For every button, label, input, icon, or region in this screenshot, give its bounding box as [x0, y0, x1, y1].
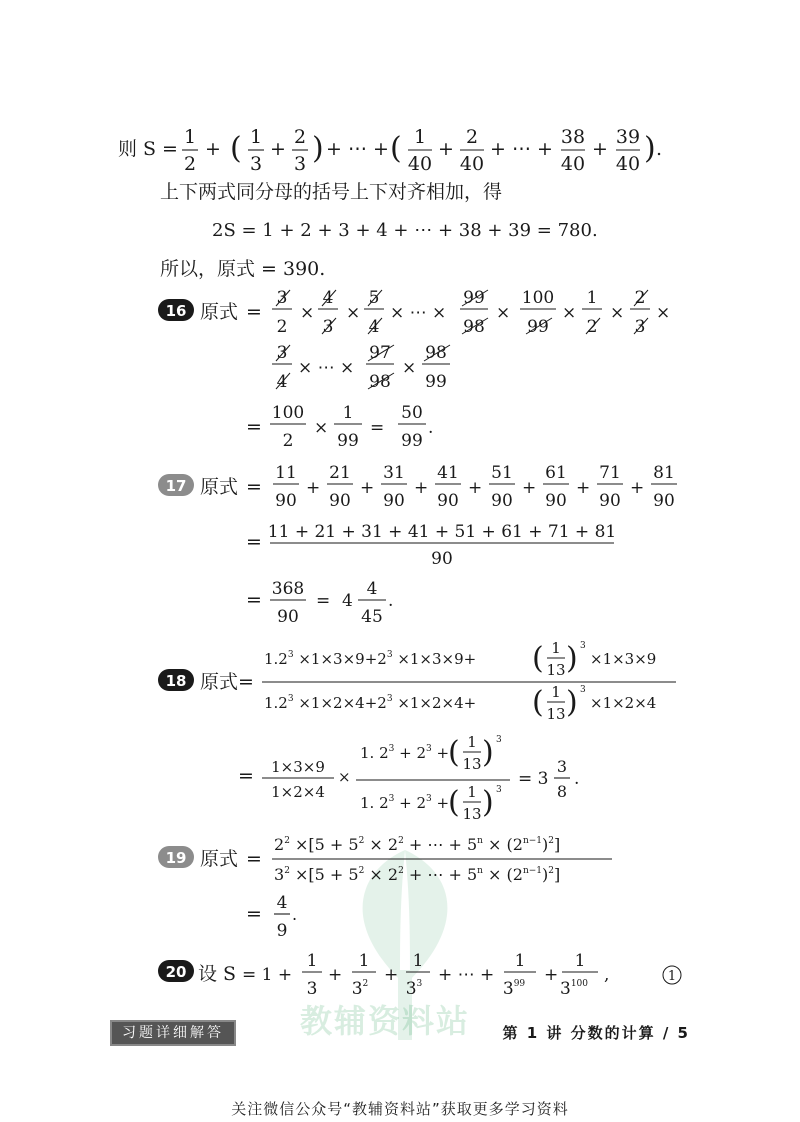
svg-text:97: 97: [369, 343, 391, 363]
svg-text:=: =: [370, 418, 385, 438]
svg-text:99: 99: [527, 317, 549, 337]
svg-text:2: 2: [183, 153, 197, 175]
svg-text:1×3×9: 1×3×9: [271, 758, 325, 776]
svg-text:=: =: [246, 848, 262, 870]
p17-sum-denominator: 90: [431, 549, 453, 569]
svg-text:3100: $3^{100}$: [559, 979, 589, 999]
svg-text:+: +: [270, 138, 286, 160]
svg-text:1: 1: [306, 951, 318, 971]
svg-text:): ): [566, 685, 578, 720]
svg-text:1: 1: [551, 639, 561, 657]
p17-numerator: 31: [383, 463, 405, 483]
svg-text:98: 98: [369, 372, 391, 392]
p17-plus: +: [522, 478, 537, 498]
footer-section-label: 习题详细解答: [110, 1020, 236, 1046]
svg-text:3: 3: [556, 757, 568, 776]
svg-text:1: 1: [551, 683, 561, 701]
svg-text:4: 4: [276, 893, 288, 913]
svg-text:): ): [482, 735, 494, 770]
svg-text:32: $3^2$: [351, 979, 369, 999]
line-2: 上下两式同分母的括号上下对齐相加，得: [160, 181, 503, 203]
svg-text:=: =: [316, 591, 331, 611]
svg-text:4: 4: [366, 579, 378, 599]
svg-text:2: 2: [293, 126, 307, 148]
svg-text:100: 100: [521, 288, 555, 308]
svg-text:22 ×[5 + 52 × 22 + ⋯ + 5n × (2: $2^2 \times[5 + 5^2 \times 2^2$ + ⋯ + $5^n \times (2^{n-1})^2$]: [274, 835, 561, 854]
svg-text:33: $3^3$: [405, 979, 423, 999]
svg-text:3: 3: [580, 641, 586, 651]
svg-text:3: 3: [249, 153, 263, 175]
svg-text:90: 90: [277, 607, 299, 627]
p17-numerator: 81: [653, 463, 675, 483]
svg-text:+ ⋯ +: + ⋯ +: [438, 965, 495, 985]
svg-text:× ⋯ ×: × ⋯ ×: [390, 303, 447, 323]
p17-denominator: 90: [491, 491, 513, 511]
p17-numerator: 41: [437, 463, 459, 483]
problem-18: [158, 639, 676, 823]
svg-text:1.23 ×1×3×9+23 ×1×3×9+: $1.2^3 \times 1\times 3\times 9+2^3 \times 1\times 3\times 9+$: [264, 650, 477, 668]
svg-text:(: (: [532, 685, 544, 720]
p17-plus: +: [306, 478, 321, 498]
svg-text:× ⋯ ×: × ⋯ ×: [298, 358, 355, 378]
badge-18: 18: [165, 672, 187, 690]
p17-plus: +: [468, 478, 483, 498]
p17-plus: +: [576, 478, 591, 498]
svg-text:(: (: [448, 785, 460, 820]
p17-numerator: 21: [329, 463, 351, 483]
svg-text:=: =: [246, 416, 262, 438]
svg-text:8: 8: [556, 782, 568, 801]
svg-text:4: 4: [276, 372, 288, 392]
svg-text:×: ×: [656, 303, 671, 323]
svg-text:=: =: [246, 476, 262, 498]
svg-text:2: 2: [465, 126, 479, 148]
svg-text:13: 13: [462, 755, 482, 773]
svg-text:99: 99: [401, 431, 423, 451]
svg-text:1×2×4: 1×2×4: [271, 783, 325, 801]
line-4: 所以，原式 = 390.: [160, 258, 326, 280]
svg-text:13: 13: [546, 705, 566, 723]
svg-text:(: (: [230, 131, 242, 166]
svg-text:.: .: [574, 769, 580, 789]
label-17: 原式: [200, 476, 239, 498]
svg-text:= 1 +: = 1 +: [242, 965, 293, 985]
badge-17: 17: [165, 477, 187, 495]
p17-sum-numerator: 11 + 21 + 31 + 41 + 51 + 61 + 71 + 81: [267, 522, 617, 542]
svg-text:1: 1: [412, 951, 424, 971]
svg-text:1.23 ×1×2×4+23 ×1×2×4+: $1.2^3 \times 1\times 2\times 4+2^3 \times 1\times 2\times 4+$: [264, 694, 477, 712]
svg-text:(: (: [390, 131, 402, 166]
svg-text:45: 45: [361, 607, 383, 627]
label-20: 设 S: [198, 963, 237, 985]
svg-text:1. 23 + 23 +: 1. $2^3 + 2^3$ +: [360, 794, 450, 812]
svg-text:13: 13: [546, 661, 566, 679]
p17-numerator: 61: [545, 463, 567, 483]
svg-text:=: =: [238, 765, 254, 787]
svg-text:32 ×[5 + 52 × 22 + ⋯ + 5n × (2: $3^2 \times[5 + 5^2 \times 2^2$ + ⋯ + $5^n \times (2^{n-1})^2$]: [274, 865, 561, 884]
svg-text:×: ×: [300, 303, 315, 323]
svg-text:40: 40: [407, 153, 433, 175]
svg-text:399: $3^{99}$: [502, 979, 526, 999]
svg-text:): ): [312, 131, 324, 166]
svg-text:1: 1: [667, 969, 677, 984]
p17-denominator: 90: [383, 491, 405, 511]
svg-text:1: 1: [467, 783, 477, 801]
svg-text:+: +: [544, 965, 559, 985]
svg-text:100: 100: [271, 403, 305, 423]
p17-denominator: 90: [545, 491, 567, 511]
svg-text:13: 13: [462, 805, 482, 823]
p17-numerator: 11: [275, 463, 297, 483]
svg-text:×: ×: [562, 303, 577, 323]
line-1: [118, 126, 662, 175]
problem-19: [158, 835, 612, 941]
svg-text:+ ⋯ +: + ⋯ +: [490, 138, 553, 160]
svg-text:(: (: [448, 735, 460, 770]
svg-text:1: 1: [249, 126, 263, 148]
svg-text:40: 40: [459, 153, 485, 175]
svg-text:=: =: [162, 138, 178, 160]
problem-16: [158, 288, 670, 451]
svg-text:= 3: = 3: [518, 769, 549, 789]
svg-text:4: 4: [342, 591, 353, 611]
svg-text:368: 368: [271, 579, 305, 599]
badge-16: 16: [165, 302, 187, 320]
svg-text:9: 9: [276, 921, 288, 941]
svg-text:3: 3: [580, 685, 586, 695]
svg-text:5: 5: [368, 288, 380, 308]
p17-denominator: 90: [599, 491, 621, 511]
label-19: 原式: [200, 848, 239, 870]
svg-text:=: =: [246, 589, 262, 611]
svg-text:3: 3: [322, 317, 334, 337]
svg-text:.: .: [428, 418, 434, 438]
label-16: 原式: [200, 301, 239, 323]
svg-text:99: 99: [337, 431, 359, 451]
svg-text:99: 99: [463, 288, 485, 308]
p17-plus: +: [630, 478, 645, 498]
badge-19: 19: [165, 849, 187, 867]
footer-page-info: 第 1 讲 分数的计算 / 5: [502, 1024, 690, 1042]
svg-text:2: 2: [276, 317, 288, 337]
p17-numerator: 51: [491, 463, 513, 483]
svg-text:1: 1: [183, 126, 197, 148]
svg-text:4: 4: [368, 317, 380, 337]
svg-text:1: 1: [413, 126, 427, 148]
svg-text:): ): [566, 641, 578, 676]
svg-text:.: .: [388, 591, 394, 611]
svg-text:1: 1: [586, 288, 598, 308]
problem-20: [158, 951, 681, 999]
svg-text:3: 3: [276, 343, 288, 363]
p17-numerator: 71: [599, 463, 621, 483]
problem-17: [158, 463, 677, 627]
svg-text:1. 23 + 23 +: 1. $2^3 + 2^3$ +: [360, 744, 450, 762]
svg-text:+: +: [328, 965, 343, 985]
p17-plus: +: [360, 478, 375, 498]
svg-text:3: 3: [496, 735, 502, 745]
p17-fraction-row: [273, 463, 677, 511]
svg-text:1: 1: [358, 951, 370, 971]
svg-text:2: 2: [634, 288, 646, 308]
svg-text:(: (: [532, 641, 544, 676]
svg-text:39: 39: [615, 126, 641, 148]
svg-text:40: 40: [615, 153, 641, 175]
svg-text:38: 38: [560, 126, 586, 148]
label-18: 原式=: [200, 671, 254, 693]
svg-text:3: 3: [496, 785, 502, 795]
p17-denominator: 90: [329, 491, 351, 511]
svg-text:+: +: [438, 138, 454, 160]
bottom-note: 关注微信公众号“教辅资料站”获取更多学习资料: [231, 1100, 569, 1118]
svg-text:×: ×: [496, 303, 511, 323]
svg-text:): ): [482, 785, 494, 820]
svg-text:1: 1: [342, 403, 354, 423]
svg-text:3: 3: [306, 979, 318, 999]
svg-text:2: 2: [586, 317, 598, 337]
svg-text:×1×3×9: ×1×3×9: [590, 650, 657, 668]
svg-text:×: ×: [338, 768, 351, 786]
svg-text:.: .: [656, 138, 663, 160]
svg-text:40: 40: [560, 153, 586, 175]
intro-prefix: 则 S: [118, 138, 157, 160]
svg-text:3: 3: [293, 153, 307, 175]
svg-text:98: 98: [425, 343, 447, 363]
svg-text:1: 1: [467, 733, 477, 751]
svg-text:×: ×: [346, 303, 361, 323]
svg-text:=: =: [246, 301, 262, 323]
svg-text:2: 2: [282, 431, 294, 451]
svg-text:=: =: [246, 531, 262, 553]
svg-text:1: 1: [574, 951, 586, 971]
p17-denominator: 90: [275, 491, 297, 511]
badge-20: 20: [165, 963, 187, 981]
svg-text:=: =: [246, 903, 262, 925]
svg-text:+: +: [592, 138, 608, 160]
svg-text:4: 4: [322, 288, 334, 308]
svg-text:×: ×: [610, 303, 625, 323]
svg-text:+ ⋯ +: + ⋯ +: [326, 138, 389, 160]
svg-text:+: +: [205, 138, 221, 160]
svg-text:×1×2×4: ×1×2×4: [590, 694, 657, 712]
svg-text:+: +: [384, 965, 399, 985]
svg-text:.: .: [292, 905, 298, 924]
svg-text:,: ,: [604, 965, 610, 985]
watermark-text: 教辅资料站: [300, 1002, 471, 1040]
svg-text:×: ×: [314, 418, 329, 438]
line-3: 2S = 1 + 2 + 3 + 4 + ⋯ + 38 + 39 = 780.: [212, 220, 598, 241]
svg-text:3: 3: [634, 317, 646, 337]
svg-text:3: 3: [276, 288, 288, 308]
p17-plus: +: [414, 478, 429, 498]
svg-text:×: ×: [402, 358, 417, 378]
svg-text:1: 1: [514, 951, 526, 971]
svg-text:): ): [644, 131, 656, 166]
p17-denominator: 90: [437, 491, 459, 511]
svg-text:50: 50: [401, 403, 423, 423]
p17-denominator: 90: [653, 491, 675, 511]
svg-text:98: 98: [463, 317, 485, 337]
svg-text:99: 99: [425, 372, 447, 392]
